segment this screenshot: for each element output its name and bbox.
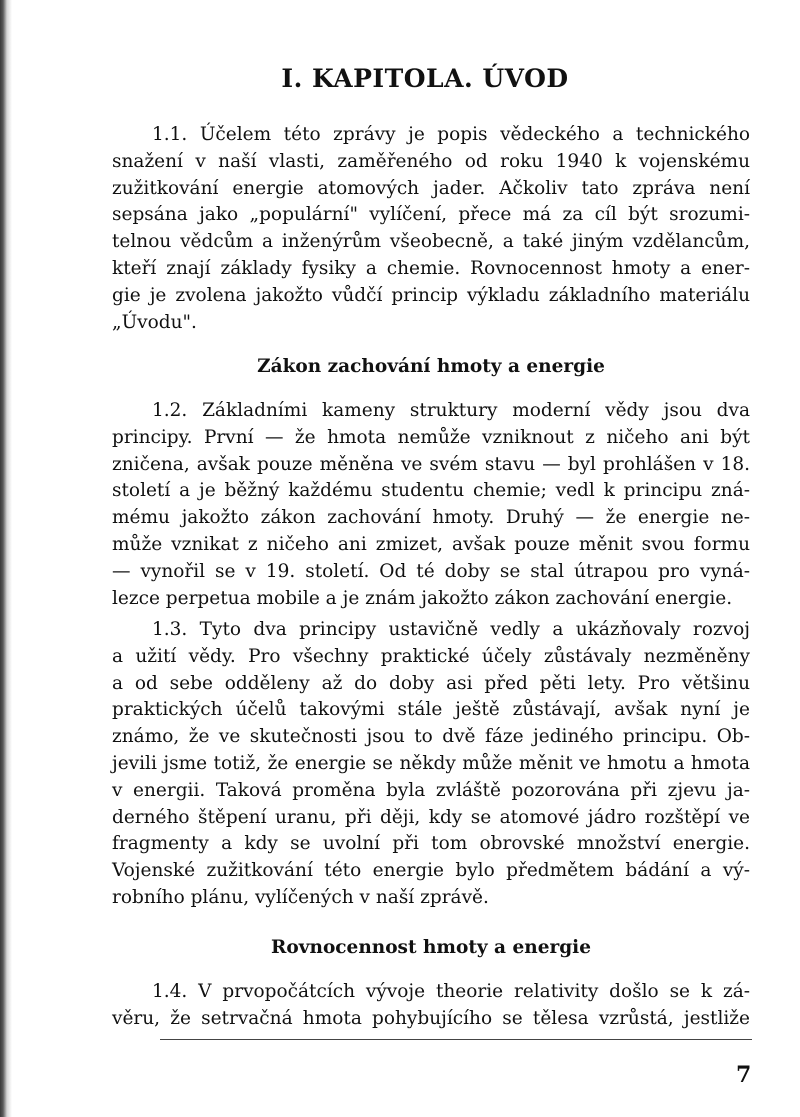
text-line: principy. První — že hmota nemůže vzniknout z ničeho ani být — [112, 426, 750, 448]
text-line: jevili jsme totiž, že energie se někdy může měnit ve hmotu a hmota — [112, 752, 750, 774]
text-line: v energii. Taková proměna byla zvláště pozorována při zjevu ja- — [112, 779, 750, 801]
paragraph-1-3 — [112, 617, 750, 912]
text-line: robního plánu, vylíčených v naší zprávě. — [112, 886, 489, 908]
section-heading-conservation: Zákon zachování hmoty a energie — [257, 356, 605, 377]
text-line: zničena, avšak pouze měněna ve svém stavu — byl prohlášen v 18. — [112, 453, 750, 475]
text-line: známo, že ve skutečnosti jsou to dvě fáze jediného principu. Ob- — [112, 726, 750, 748]
text-line: mému jakožto zákon zachování hmoty. Druhý — že energie ne- — [112, 507, 750, 529]
paragraph-1-4 — [112, 979, 750, 1033]
text-line: derného štěpení uranu, při ději, kdy se atomové jádro rozštěpí ve — [112, 806, 750, 828]
paragraph-1-2 — [112, 398, 750, 612]
text-line: může vznikat z ničeho ani zmizet, avšak pouze měnit svou formu — [112, 533, 750, 555]
paragraph-1-1 — [112, 122, 750, 336]
text-line: 1.3. Tyto dva principy ustavičně vedly a ukázňovaly rozvoj — [152, 619, 750, 640]
text-line: lezce perpetua mobile a je znám jakožto zákon zachování energie. — [112, 587, 733, 609]
text-line: a od sebe odděleny až do doby asi před pěti lety. Pro většinu — [112, 672, 750, 694]
bottom-rule — [160, 1039, 752, 1040]
chapter-title: I. KAPITOLA. ÚVOD — [281, 64, 569, 93]
text-line: Vojenské zužitkování této energie bylo předmětem bádání a vý- — [112, 860, 750, 882]
text-line: gie je zvolena jakožto vůdčí princip výkladu základního materiálu — [112, 284, 750, 306]
section-heading-equivalence: Rovnocennost hmoty a energie — [271, 937, 591, 958]
text-line: fragmenty a kdy se uvolní při tom obrovské množství energie. — [112, 833, 750, 855]
book-spine-shadow — [0, 0, 14, 1117]
text-line: snažení v naší vlasti, zaměřeného od roku 1940 k vojenskému — [112, 150, 750, 172]
text-line: kteří znají základy fysiky a chemie. Rovnocennost hmoty a ener- — [112, 257, 750, 279]
page-number: 7 — [736, 1062, 752, 1088]
text-line: telnou vědcům a inženýrům všeobecně, a také jiným vzdělancům, — [112, 231, 750, 253]
text-line: — vynořil se v 19. století. Od té doby se stal útrapou pro vyná- — [112, 560, 750, 582]
text-line: věru, že setrvačná hmota pohybujícího se tělesa vzrůstá, jestliže — [112, 1007, 750, 1029]
text-line: zužitkování energie atomových jader. Ačkoliv tato zpráva není — [112, 177, 750, 199]
text-line: 1.2. Základními kameny struktury moderní vědy jsou dva — [152, 400, 750, 421]
text-line: 1.1. Účelem této zprávy je popis vědeckého a technického — [152, 124, 750, 145]
text-line: 1.4. V prvopočátcích vývoje theorie relativity došlo se k zá- — [152, 981, 750, 1002]
text-line: „Úvodu". — [112, 311, 197, 333]
text-line: praktických účelů takovými stále ještě zůstávají, avšak nyní je — [112, 699, 750, 721]
text-line: století a je běžný každému studentu chemie; vedl k principu zná- — [112, 480, 750, 502]
text-line: sepsána jako „populární" vylíčení, přece má za cíl být srozumi- — [112, 204, 750, 226]
text-line: a užití vědy. Pro všechny praktické účely zůstávaly nezměněny — [112, 645, 750, 667]
